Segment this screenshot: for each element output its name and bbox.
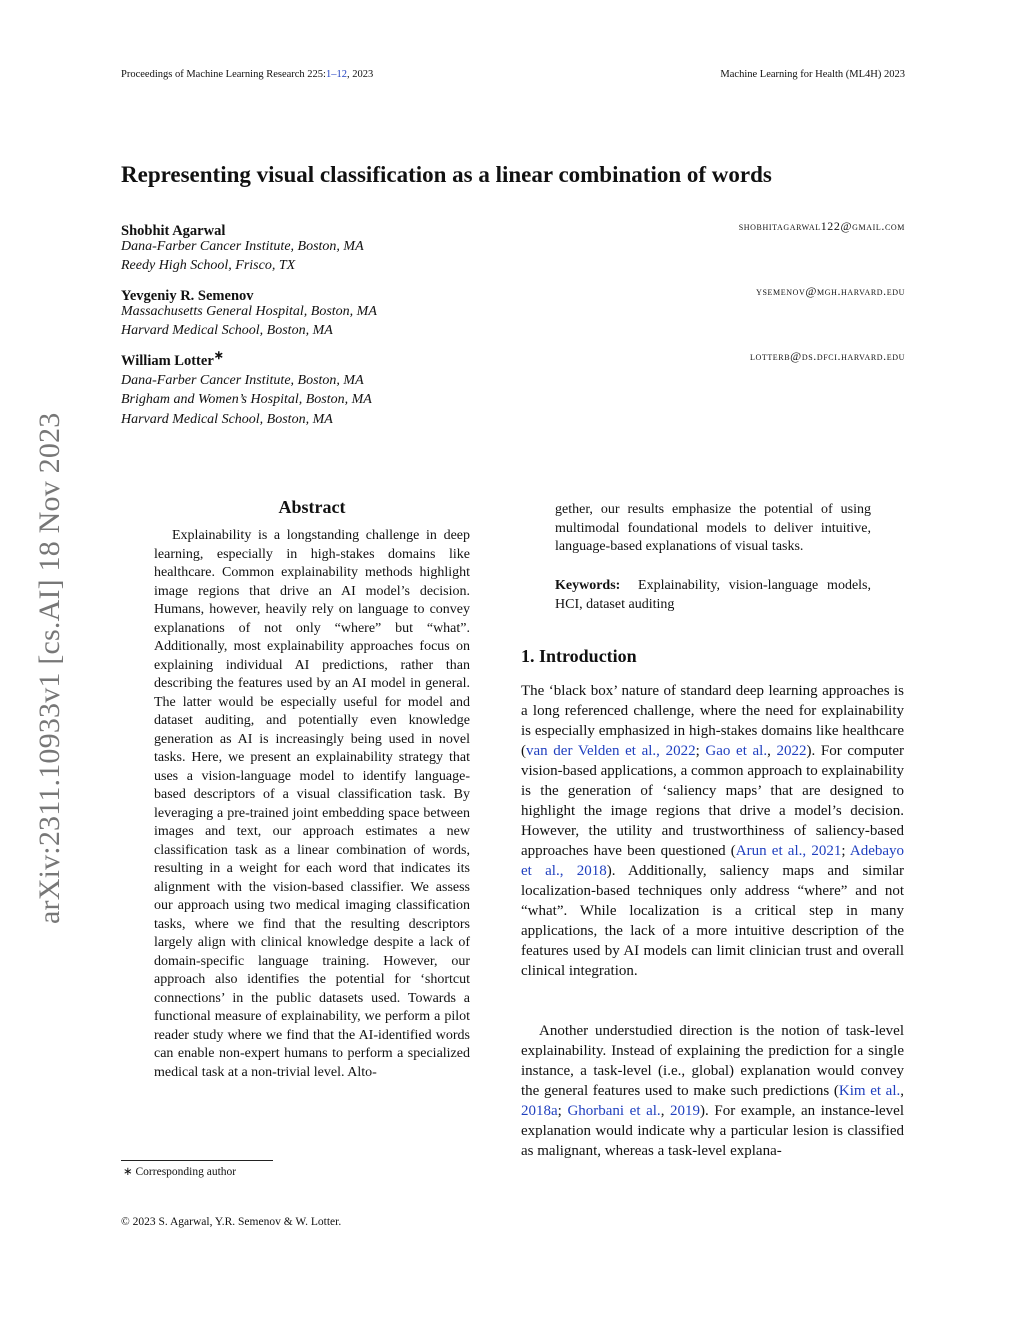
- author-affiliation: Massachusetts General Hospital, Boston, MA: [121, 304, 377, 319]
- citation-link[interactable]: van der Velden et al., 2022: [526, 743, 696, 759]
- keywords-label: Keywords:: [555, 578, 621, 593]
- author-name: Shobhit Agarwal: [121, 222, 226, 239]
- footnote-corresponding-author: ∗ Corresponding author: [123, 1166, 237, 1178]
- copyright-notice: © 2023 S. Agarwal, Y.R. Semenov & W. Lotter.: [121, 1216, 342, 1228]
- citation-link[interactable]: Arun et al., 2021: [735, 843, 842, 859]
- paragraph-text: ;: [841, 843, 850, 859]
- running-header-left: Proceedings of Machine Learning Research 225:1–12, 2023: [121, 69, 374, 80]
- author-affiliation: Harvard Medical School, Boston, MA: [121, 323, 333, 338]
- author-affiliation: Dana-Farber Cancer Institute, Boston, MA: [121, 373, 364, 388]
- author-email[interactable]: ysemenov@mgh.harvard.edu: [756, 284, 905, 298]
- citation-link[interactable]: 2022: [776, 743, 807, 759]
- paragraph-text: ;: [557, 1103, 568, 1119]
- citation-link[interactable]: 2018a: [521, 1103, 558, 1119]
- paragraph-text: Another understudied direction is the notion of task-level explainability. Instead of explaining the prediction for a single instance, a task-level (i.e., global) explanation would convey the general features used to make such predictions (: [521, 1023, 904, 1099]
- footnote-rule: [121, 1160, 273, 1161]
- paragraph-text: ,: [767, 743, 777, 759]
- citation-link[interactable]: Gao et al.: [705, 743, 768, 759]
- citation-link[interactable]: Adebayo et al., 2018: [521, 843, 905, 879]
- keywords: [555, 577, 871, 614]
- keywords-text: Explainability, vision-language models, HCI, dataset auditing: [555, 578, 871, 612]
- author-name: Yevgeniy R. Semenov: [121, 287, 254, 304]
- paper-title: Representing visual classification as a linear combination of words: [121, 162, 772, 187]
- paragraph-text: ). For computer vision-based applications, a common approach to explainability is the generation of ‘saliency maps’ that are designed to highlight the image regions that drive a model’s decision. However, the utility and trustworthiness of saliency-based approaches have been questioned (: [521, 743, 905, 859]
- pages-link[interactable]: 1–12: [325, 69, 347, 80]
- abstract-text-continued: gether, our results emphasize the potential of using multimodal foundational models to deliver intuitive, language-based explanations of visual tasks.: [555, 502, 871, 554]
- paragraph-text: ). Additionally, saliency maps and similar localization-based techniques only address “where” and not “what”. While localization is a critical step in many applications, the lack of a more intuitive description of the features used by AI models can limit clinician trust and overall clinical integration.: [521, 863, 904, 979]
- paragraph-text: The ‘black box’ nature of standard deep learning approaches is a long referenced challenge, where the need for explainability is especially emphasized in high-stakes domains like healthcare (: [521, 683, 904, 759]
- paragraph-text: ). For example, an instance-level explanation would indicate why a particular lesion is classified as malignant, whereas a task-level explana-: [521, 1103, 904, 1159]
- citation-link[interactable]: Kim et al.: [838, 1083, 901, 1099]
- arxiv-identifier: arXiv:2311.10933v1 [cs.AI] 18 Nov 2023: [33, 412, 66, 924]
- citation-link[interactable]: Ghorbani et al.: [567, 1103, 661, 1119]
- author-affiliation: Brigham and Women’s Hospital, Boston, MA: [121, 392, 372, 407]
- citation-link[interactable]: 2019: [670, 1103, 701, 1119]
- abstract-heading: Abstract: [278, 497, 346, 517]
- author-affiliation: Reedy High School, Frisco, TX: [121, 258, 296, 273]
- paragraph-text: ,: [900, 1083, 904, 1099]
- author-name: William Lotter∗: [121, 348, 224, 369]
- author-affiliation: Dana-Farber Cancer Institute, Boston, MA: [121, 239, 364, 254]
- abstract-text: Explainability is a longstanding challenge in deep learning, especially in high-stakes domains like healthcare. Common explainability methods highlight image regions that drive an AI model’s decision. Humans, however, heavily rely on language to convey explanations of not only “where” but “what”. Additionally, most explainability approaches focus on explaining individual AI predictions, rather than describing the features used by an AI model in general. The latter would be especially useful for model and dataset auditing, and potentially even knowledge generation as AI is increasingly being used in novel tasks. Here, we present an explainability strategy that uses a vision-language model to identify language-based descriptors of a visual classification task. By leveraging a pre-trained joint embedding space between images and text, our approach estimates a new classification task as a linear combination of words, resulting in a weight for each word that indicates its alignment with the vision-based classifier. We assess our approach using two medical imaging classification tasks, where we find that the resulting descriptors largely align with clinical knowledge despite a lack of domain-specific language training. However, our approach also identifies the potential for ‘shortcut connections’ in the public datasets used. Towards a functional measure of explainability, we perform a pilot reader study where we find that the AI-identified words can enable non-expert humans to perform a specialized medical task at a non-trivial level. Alto-: [154, 528, 470, 1080]
- author-email[interactable]: lotterb@ds.dfci.harvard.edu: [749, 349, 905, 363]
- author-affiliation: Harvard Medical School, Boston, MA: [121, 412, 333, 427]
- running-header-right: Machine Learning for Health (ML4H) 2023: [720, 69, 905, 80]
- paragraph-text: ,: [660, 1103, 671, 1119]
- intro-paragraph-2: [521, 1021, 904, 1161]
- section-heading-introduction: 1. Introduction: [521, 646, 637, 666]
- author-email[interactable]: shobhitagarwal122@gmail.com: [738, 219, 905, 233]
- paragraph-text: ;: [695, 743, 706, 759]
- intro-paragraph-1: [521, 681, 904, 981]
